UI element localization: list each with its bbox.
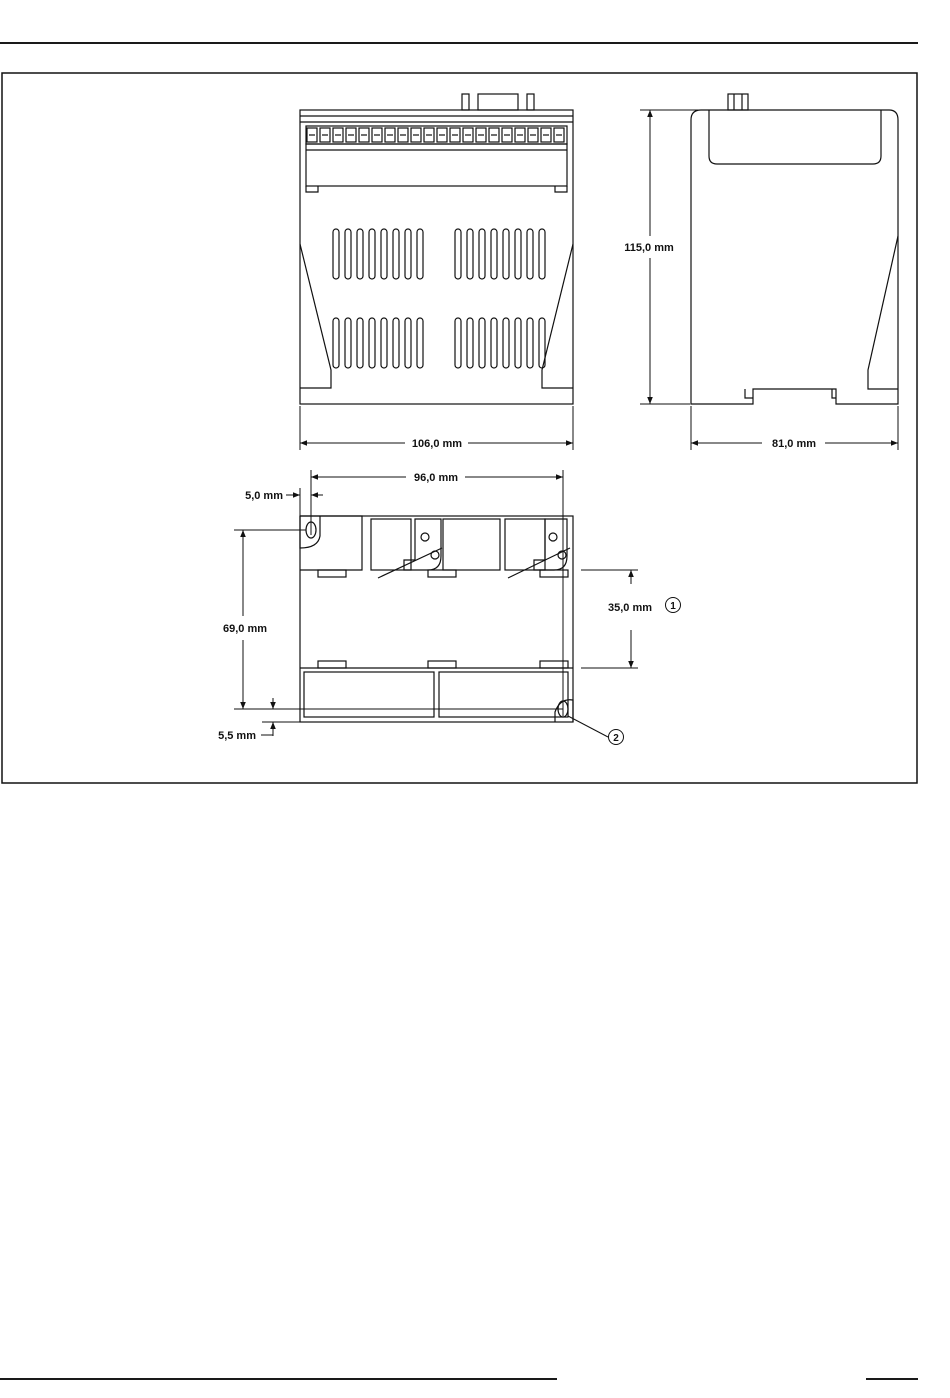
label-front-width: 106,0 mm (411, 438, 463, 450)
label-hole-spacing-v: 69,0 mm (222, 623, 268, 635)
vent-slot (393, 318, 399, 368)
figure-frame (2, 73, 917, 783)
bottom-housing (300, 516, 573, 722)
side-view (691, 94, 898, 404)
side-housing (691, 110, 898, 404)
vent-slot (345, 318, 351, 368)
vent-slot (503, 318, 509, 368)
front-housing (300, 110, 573, 404)
vent-slot (515, 229, 521, 279)
label-hole-offset-left: 5,0 mm (245, 490, 283, 502)
dim-hole-offset-bottom (261, 698, 300, 736)
dim-hole-spacing-h (311, 470, 563, 716)
vent-slot (479, 318, 485, 368)
vent-slot (357, 318, 363, 368)
dim-rail-height (581, 570, 638, 668)
vent-slot (539, 229, 545, 279)
vent-slots (333, 229, 545, 368)
vent-slot (333, 318, 339, 368)
vent-slot (491, 318, 497, 368)
vent-slot (491, 229, 497, 279)
callout-1-label: 1 (670, 601, 676, 612)
bottom-view (300, 516, 573, 722)
vent-slot (527, 229, 533, 279)
label-side-width: 81,0 mm (771, 438, 817, 450)
vent-slot (479, 229, 485, 279)
vent-slot (357, 229, 363, 279)
label-hole-spacing-h: 96,0 mm (413, 472, 459, 484)
vent-slot (369, 229, 375, 279)
label-height: 115,0 mm (624, 242, 674, 254)
vent-slot (381, 318, 387, 368)
label-hole-offset-bottom: 5,5 mm (218, 730, 256, 742)
side-connector (728, 94, 748, 110)
label-rail-height: 35,0 mm (607, 602, 653, 614)
vent-slot (455, 229, 461, 279)
vent-slot (503, 229, 509, 279)
vent-slot (515, 318, 521, 368)
dim-hole-offset-left (286, 488, 323, 516)
vent-slot (345, 229, 351, 279)
vent-slot (455, 318, 461, 368)
vent-slot (405, 229, 411, 279)
callout-2-label: 2 (613, 733, 619, 744)
vent-slot (369, 318, 375, 368)
dim-height (640, 110, 705, 404)
vent-slot (417, 318, 423, 368)
dim-hole-spacing-v (234, 530, 563, 709)
vent-slot (381, 229, 387, 279)
vent-slot (333, 229, 339, 279)
vent-slot (527, 318, 533, 368)
vent-slot (467, 318, 473, 368)
vent-slot (405, 318, 411, 368)
vent-slot (417, 229, 423, 279)
vent-slot (393, 229, 399, 279)
terminal-strip (307, 128, 564, 142)
callout-2-leader (568, 716, 608, 737)
front-connector (462, 94, 469, 110)
vent-slot (467, 229, 473, 279)
front-view (300, 94, 573, 404)
